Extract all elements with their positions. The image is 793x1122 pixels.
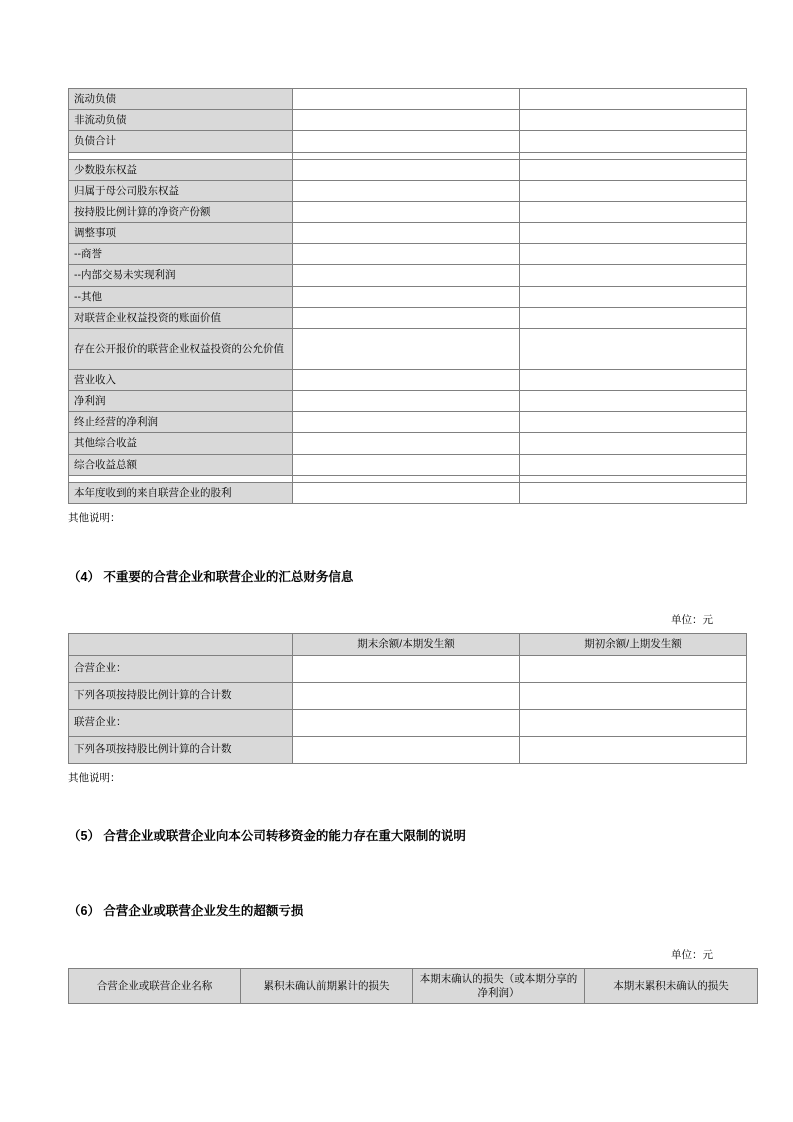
- section-5-title: （5） 合营企业或联营企业向本公司转移资金的能力存在重大限制的说明: [68, 829, 466, 844]
- row-label: 非流动负债: [69, 110, 293, 131]
- table-row: [69, 482, 747, 503]
- column-header-current: 期末余额/本期发生额: [293, 634, 520, 655]
- row-label: --其他: [69, 286, 293, 307]
- value-cell-prior[interactable]: [520, 110, 747, 131]
- value-cell-prior[interactable]: [520, 152, 747, 159]
- row-label: 终止经营的净利润: [69, 412, 293, 433]
- table-row: [69, 110, 747, 131]
- value-cell-current[interactable]: [293, 454, 520, 475]
- other-note-1: 其他说明：: [68, 511, 121, 524]
- table-row: [69, 265, 747, 286]
- value-cell-prior[interactable]: [520, 286, 747, 307]
- value-cell-current[interactable]: [293, 180, 520, 201]
- other-note-2: 其他说明：: [68, 771, 121, 784]
- value-cell-current[interactable]: [293, 682, 520, 709]
- table-row: [69, 736, 747, 763]
- column-header-prior-unrecognized: 累积未确认前期累计的损失: [241, 968, 413, 1003]
- column-header-blank: [69, 634, 293, 655]
- table-row: [69, 369, 747, 390]
- column-header-cumulative-unrecognized: 本期末累积未确认的损失: [585, 968, 758, 1003]
- value-cell-prior[interactable]: [520, 201, 747, 222]
- associate-financial-summary-table: [68, 88, 747, 504]
- column-header-name: 合营企业或联营企业名称: [69, 968, 241, 1003]
- value-cell-prior[interactable]: [520, 433, 747, 454]
- table-row: [69, 655, 747, 682]
- row-label: 综合收益总额: [69, 454, 293, 475]
- table-row: [69, 131, 747, 152]
- value-cell-prior[interactable]: [520, 412, 747, 433]
- value-cell-current[interactable]: [293, 223, 520, 244]
- value-cell-current[interactable]: [293, 482, 520, 503]
- row-label: 其他综合收益: [69, 433, 293, 454]
- value-cell-prior[interactable]: [520, 131, 747, 152]
- value-cell-current[interactable]: [293, 655, 520, 682]
- value-cell-prior[interactable]: [520, 307, 747, 328]
- section-4-title: （4） 不重要的合营企业和联营企业的汇总财务信息: [68, 569, 354, 584]
- row-label: 净利润: [69, 391, 293, 412]
- row-label: 流动负债: [69, 89, 293, 110]
- value-cell-prior[interactable]: [520, 369, 747, 390]
- value-cell-current[interactable]: [293, 265, 520, 286]
- table-row: [69, 223, 747, 244]
- table-row: [69, 709, 747, 736]
- section-6-title: （6） 合营企业或联营企业发生的超额亏损: [68, 903, 304, 918]
- value-cell-current[interactable]: [293, 391, 520, 412]
- table-row: [69, 201, 747, 222]
- value-cell-prior[interactable]: [520, 328, 747, 369]
- excess-loss-table: [68, 968, 758, 1004]
- value-cell-prior[interactable]: [520, 709, 747, 736]
- table-header-row: [69, 634, 747, 655]
- spacer: [68, 586, 725, 612]
- value-cell-prior[interactable]: [520, 265, 747, 286]
- value-cell-current[interactable]: [293, 286, 520, 307]
- row-label: 归属于母公司股东权益: [69, 180, 293, 201]
- row-label: 下列各项按持股比例计算的合计数: [69, 736, 293, 763]
- value-cell-prior[interactable]: [520, 89, 747, 110]
- table-body: [69, 655, 747, 763]
- row-label-empty: [69, 152, 293, 159]
- value-cell-prior[interactable]: [520, 159, 747, 180]
- spacer: [68, 921, 725, 947]
- row-label: --商誉: [69, 244, 293, 265]
- table-head: [69, 634, 747, 655]
- row-label: 存在公开报价的联营企业权益投资的公允价值: [69, 328, 293, 369]
- table-row: [69, 244, 747, 265]
- value-cell-current[interactable]: [293, 244, 520, 265]
- value-cell-current[interactable]: [293, 159, 520, 180]
- immaterial-jv-associate-table: [68, 633, 747, 763]
- value-cell-current[interactable]: [293, 433, 520, 454]
- row-label: 调整事项: [69, 223, 293, 244]
- table-row-spacer: [69, 475, 747, 482]
- table-row: [69, 391, 747, 412]
- row-label: 合营企业：: [69, 655, 293, 682]
- value-cell-prior[interactable]: [520, 180, 747, 201]
- table-row: [69, 454, 747, 475]
- column-header-prior: 期初余额/上期发生额: [520, 634, 747, 655]
- value-cell-current[interactable]: [293, 369, 520, 390]
- value-cell-current[interactable]: [293, 736, 520, 763]
- value-cell-prior[interactable]: [520, 244, 747, 265]
- row-label: 对联营企业权益投资的账面价值: [69, 307, 293, 328]
- table-row: [69, 412, 747, 433]
- row-label: 下列各项按持股比例计算的合计数: [69, 682, 293, 709]
- table-row: [69, 328, 747, 369]
- row-label: 负债合计: [69, 131, 293, 152]
- column-header-current-unrecognized: 本期末确认的损失（或本期分享的净利润）: [413, 968, 585, 1003]
- spacer: [68, 785, 725, 827]
- row-label: 营业收入: [69, 369, 293, 390]
- value-cell-prior[interactable]: [520, 223, 747, 244]
- value-cell-current[interactable]: [293, 131, 520, 152]
- section-6-unit: 单位：元: [671, 948, 713, 961]
- table-row-spacer: [69, 152, 747, 159]
- value-cell-prior[interactable]: [520, 736, 747, 763]
- value-cell-current[interactable]: [293, 201, 520, 222]
- value-cell-prior[interactable]: [520, 475, 747, 482]
- table-row: [69, 286, 747, 307]
- table-row: [69, 307, 747, 328]
- section-4-unit: 单位：元: [671, 614, 713, 627]
- value-cell-current[interactable]: [293, 152, 520, 159]
- value-cell-current[interactable]: [293, 328, 520, 369]
- row-label: 按持股比例计算的净资产份额: [69, 201, 293, 222]
- value-cell-current[interactable]: [293, 89, 520, 110]
- row-label: --内部交易未实现利润: [69, 265, 293, 286]
- value-cell-prior[interactable]: [520, 454, 747, 475]
- value-cell-current[interactable]: [293, 709, 520, 736]
- table-header-row: [69, 968, 758, 1003]
- table-row: [69, 433, 747, 454]
- table-row: [69, 89, 747, 110]
- table-row: [69, 159, 747, 180]
- value-cell-prior[interactable]: [520, 655, 747, 682]
- row-label-empty: [69, 475, 293, 482]
- row-label: 本年度收到的来自联营企业的股利: [69, 482, 293, 503]
- value-cell-prior[interactable]: [520, 482, 747, 503]
- table-body: [69, 89, 747, 504]
- value-cell-current[interactable]: [293, 475, 520, 482]
- value-cell-current[interactable]: [293, 412, 520, 433]
- value-cell-prior[interactable]: [520, 682, 747, 709]
- spacer: [68, 526, 725, 568]
- row-label: 联营企业：: [69, 709, 293, 736]
- spacer: [68, 846, 725, 902]
- value-cell-prior[interactable]: [520, 391, 747, 412]
- table-row: [69, 682, 747, 709]
- value-cell-current[interactable]: [293, 307, 520, 328]
- row-label: 少数股东权益: [69, 159, 293, 180]
- table-row: [69, 180, 747, 201]
- table-head: [69, 968, 758, 1003]
- value-cell-current[interactable]: [293, 110, 520, 131]
